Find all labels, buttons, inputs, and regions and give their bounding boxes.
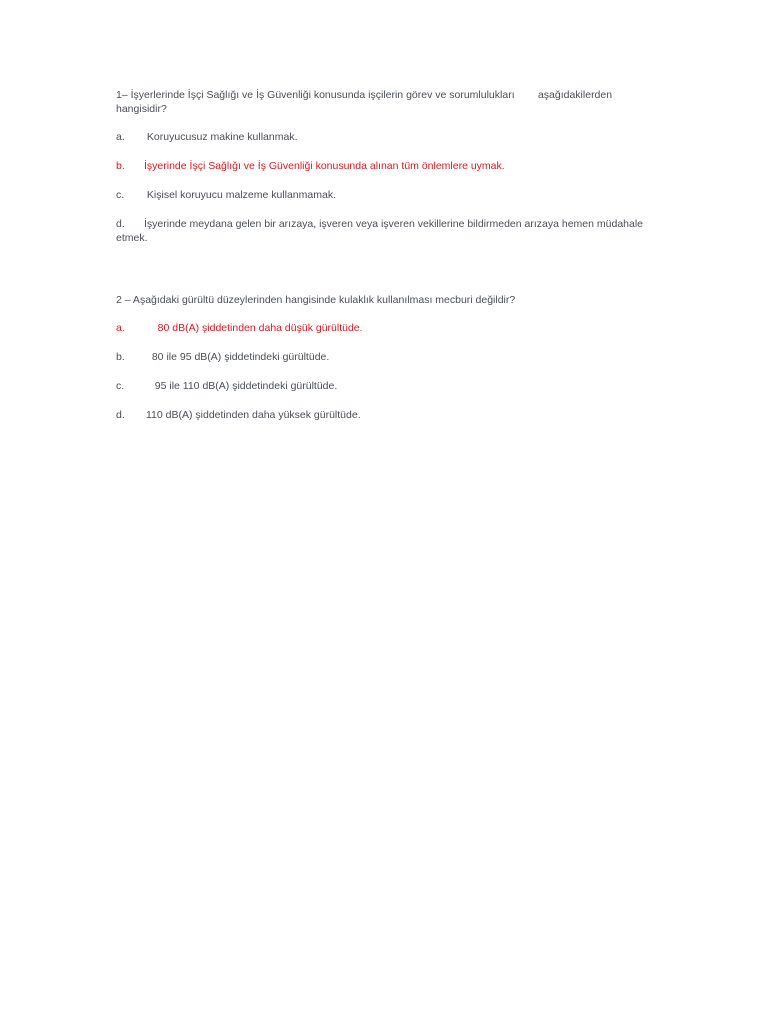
question-2-option-d — [116, 408, 646, 422]
option-text: 110 dB(A) şiddetinden daha yüksek gürültüde. — [146, 409, 361, 421]
option-letter: c. — [116, 380, 125, 392]
option-text: İşyerinde İşçi Sağlığı ve İş Güvenliği konusunda alınan tüm önlemlere uymak. — [144, 160, 505, 172]
question-2-option-a-correct — [116, 321, 646, 335]
question-1-option-b-correct — [116, 159, 646, 173]
question-1-option-c — [116, 188, 646, 202]
question-2-option-c — [116, 379, 646, 393]
question-2 — [116, 293, 646, 437]
option-letter: d. — [116, 409, 125, 421]
option-text: 80 ile 95 dB(A) şiddetindeki gürültüde. — [146, 351, 330, 363]
option-letter: a. — [116, 131, 125, 143]
option-letter: a. — [116, 322, 125, 334]
question-1-text: 1– İşyerlerinde İşçi Sağlığı ve İş Güvenliği konusunda işçilerin görev ve sorumlulukları aşağıdakilerden hangisidir? — [116, 89, 616, 115]
option-text: İşyerinde meydana gelen bir arızaya, işveren veya işveren vekillerine bildirmeden arızaya hemen müdahale etmek. — [116, 218, 646, 244]
question-1-option-d — [116, 217, 646, 245]
question-2-option-b — [116, 350, 646, 364]
option-letter: c. — [116, 189, 125, 201]
option-text: 80 dB(A) şiddetinden daha düşük gürültüde. — [146, 322, 363, 334]
option-text: Kişisel koruyucu malzeme kullanmamak. — [144, 189, 336, 201]
option-text: 95 ile 110 dB(A) şiddetindeki gürültüde. — [146, 380, 338, 392]
question-1 — [116, 88, 646, 260]
option-text: Koruyucusuz makine kullanmak. — [144, 131, 298, 143]
option-letter: d. — [116, 218, 125, 230]
question-2-text: 2 – Aşağıdaki gürültü düzeylerinden hangisinde kulaklık kullanılması mecburi değildir? — [116, 294, 516, 306]
option-letter: b. — [116, 351, 125, 363]
option-letter: b. — [116, 160, 125, 172]
question-1-option-a — [116, 130, 646, 144]
